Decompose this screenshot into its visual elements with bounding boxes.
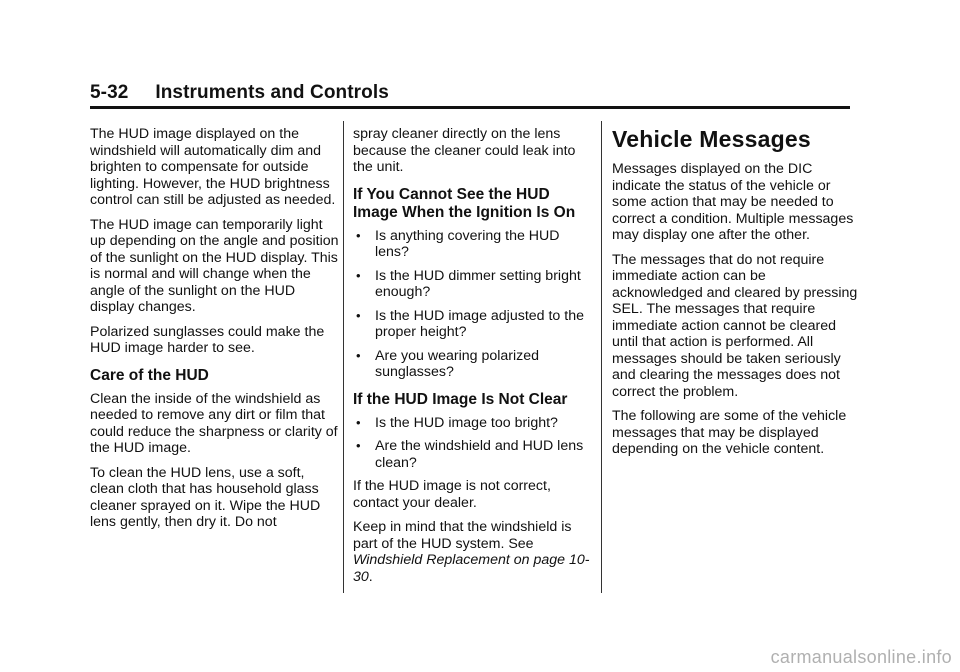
paragraph: Clean the inside of the windshield as needed to remove any dirt or film that could reduce the sharpness or clarity of the HUD image. [90, 390, 338, 456]
paragraph: If the HUD image is not correct, contact your dealer. [353, 478, 551, 511]
cross-reference-link[interactable]: Windshield Replacement on page 10-30 [353, 552, 590, 585]
column-2 [353, 126, 591, 593]
page-header-title: 5-32 Instruments and Controls [90, 82, 389, 103]
paragraph: To clean the HUD lens, use a soft, clean cloth that has household glass cleaner sprayed on it. Wipe the HUD lens gently, then dry it. Do not [90, 464, 321, 530]
paragraph: Messages displayed on the DIC indicate the status of the vehicle or some action that may be needed to correct a condition. Multiple messages may display one after the other. [612, 161, 854, 243]
paragraph: The HUD image displayed on the windshield will automatically dim and brighten to compensate for outside lighting. However, the HUD brightness control can still be adjusted as needed. [90, 126, 336, 208]
section-heading-care: Care of the HUD [90, 366, 209, 384]
column-1 [90, 126, 340, 539]
column-divider-2 [601, 121, 602, 593]
section-heading-not-clear: If the HUD Image Is Not Clear [353, 390, 568, 408]
bullet-icon: • [356, 267, 361, 283]
bullet-list [353, 415, 591, 472]
bullet-icon: • [356, 414, 361, 430]
list-item: • Are the windshield and HUD lens clean? [356, 438, 584, 471]
paragraph: spray cleaner directly on the lens because the cleaner could leak into the unit. [353, 126, 576, 175]
paragraph: The messages that do not require immediate action can be acknowledged and cleared by pressing SEL. The messages that require immediate action cannot be cleared until that action is performed. All messages should be taken seriously and clearing the messages does not correct the problem. [612, 251, 858, 400]
paragraph: The HUD image can temporarily light up depending on the angle and position of the sunlight on the HUD display. This is normal and will change when the angle of the sunlight on the HUD display changes. [90, 216, 339, 315]
column-divider-1 [343, 121, 344, 593]
list-item: • Are you wearing polarized sunglasses? [356, 347, 540, 380]
page-header [90, 80, 850, 109]
list-item: • Is anything covering the HUD lens? [356, 227, 560, 260]
watermark: carmanualsonline.info [770, 647, 952, 667]
section-heading-vehicle-messages: Vehicle Messages [612, 126, 811, 152]
list-item: • Is the HUD dimmer setting bright enough? [356, 267, 581, 300]
paragraph: Polarized sunglasses could make the HUD image harder to see. [90, 323, 325, 356]
bullet-icon: • [356, 227, 361, 243]
bullet-icon: • [356, 438, 361, 453]
list-item: • Is the HUD image too bright? [356, 414, 558, 431]
bullet-list [353, 228, 591, 381]
section-heading-cannot-see: If You Cannot See the HUD Image When the Ignition Is On [353, 185, 576, 221]
paragraph-with-reference: Keep in mind that the windshield is part of the HUD system. See Windshield Replacement on page 10-30. [353, 519, 590, 585]
bullet-icon: • [356, 307, 361, 323]
column-3 [612, 126, 860, 466]
bullet-icon: • [356, 347, 361, 363]
paragraph: The following are some of the vehicle messages that may be displayed depending on the vehicle content. [612, 408, 847, 457]
list-item: • Is the HUD image adjusted to the proper height? [356, 307, 584, 340]
